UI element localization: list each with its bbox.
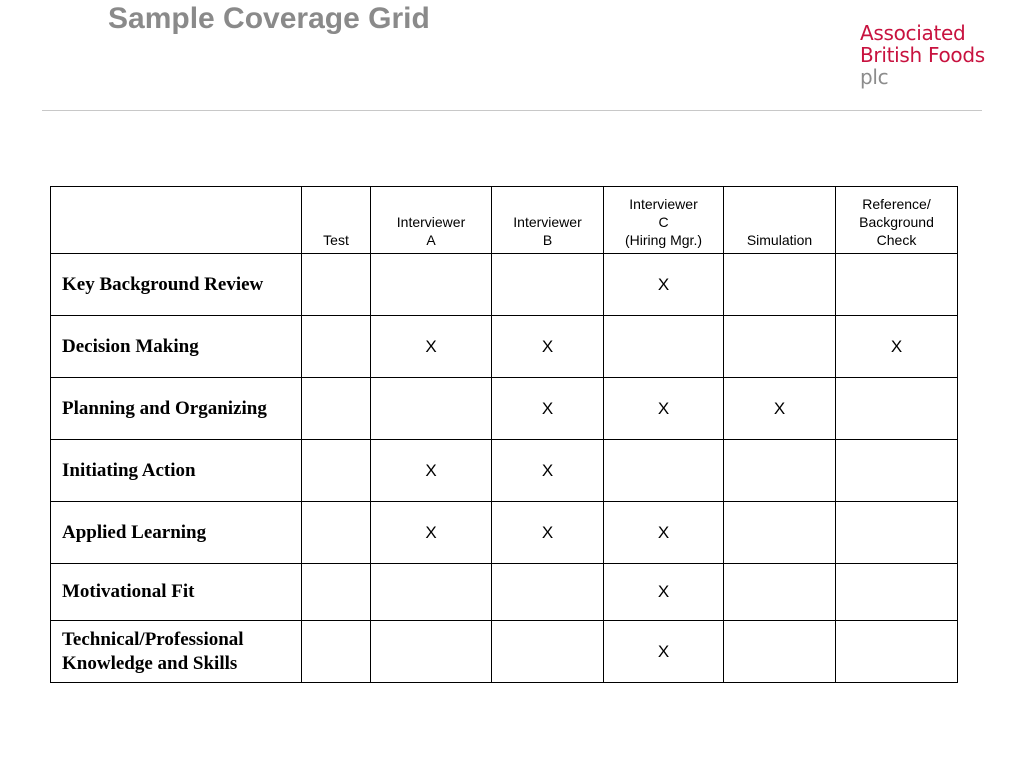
coverage-mark-cell: X — [371, 440, 492, 502]
empty-cell — [724, 621, 836, 683]
empty-cell — [492, 621, 604, 683]
empty-cell — [604, 440, 724, 502]
coverage-mark-cell: X — [604, 564, 724, 621]
empty-cell — [836, 378, 958, 440]
title-divider — [42, 110, 982, 111]
empty-cell — [724, 440, 836, 502]
coverage-mark-cell: X — [604, 378, 724, 440]
table-row — [51, 564, 958, 621]
coverage-mark-cell: X — [371, 502, 492, 564]
coverage-mark-cell: X — [492, 316, 604, 378]
logo-line-3: plc — [860, 65, 889, 89]
empty-cell — [371, 564, 492, 621]
row-label: Motivational Fit — [51, 564, 302, 621]
empty-cell — [371, 378, 492, 440]
empty-cell — [302, 440, 371, 502]
empty-cell — [724, 316, 836, 378]
coverage-mark-cell: X — [604, 621, 724, 683]
table-row — [51, 254, 958, 316]
coverage-grid-table — [50, 186, 958, 683]
table-header-row — [51, 187, 958, 254]
empty-cell — [302, 254, 371, 316]
empty-cell — [371, 621, 492, 683]
empty-cell — [302, 621, 371, 683]
empty-cell — [836, 440, 958, 502]
table-row — [51, 440, 958, 502]
logo-line-1: Associated — [860, 21, 966, 45]
row-label: Decision Making — [51, 316, 302, 378]
table-row — [51, 316, 958, 378]
coverage-mark-cell: X — [371, 316, 492, 378]
empty-cell — [302, 378, 371, 440]
header-reference-check: Reference/ Background Check — [836, 187, 958, 254]
header-interviewer-c: Interviewer C (Hiring Mgr.) — [604, 187, 724, 254]
empty-cell — [604, 316, 724, 378]
table-row — [51, 378, 958, 440]
empty-cell — [724, 502, 836, 564]
empty-cell — [302, 502, 371, 564]
coverage-mark-cell: X — [492, 502, 604, 564]
empty-cell — [371, 254, 492, 316]
coverage-mark-cell: X — [604, 254, 724, 316]
empty-cell — [492, 564, 604, 621]
page-title: Sample Coverage Grid — [108, 2, 430, 35]
empty-cell — [836, 254, 958, 316]
corner-header — [51, 187, 302, 254]
coverage-mark-cell: X — [492, 440, 604, 502]
empty-cell — [492, 254, 604, 316]
table-row — [51, 621, 958, 683]
coverage-mark-cell: X — [836, 316, 958, 378]
row-label: Technical/Professional Knowledge and Skills — [51, 621, 302, 683]
empty-cell — [302, 564, 371, 621]
coverage-mark-cell: X — [492, 378, 604, 440]
row-label: Applied Learning — [51, 502, 302, 564]
header-test: Test — [302, 187, 371, 254]
empty-cell — [302, 316, 371, 378]
table-body — [51, 254, 958, 683]
empty-cell — [836, 502, 958, 564]
row-label: Key Background Review — [51, 254, 302, 316]
header-interviewer-b: Interviewer B — [492, 187, 604, 254]
header-simulation: Simulation — [724, 187, 836, 254]
table-row — [51, 502, 958, 564]
coverage-mark-cell: X — [604, 502, 724, 564]
coverage-mark-cell: X — [724, 378, 836, 440]
company-logo — [860, 22, 985, 88]
logo-line-2: British Foods — [860, 43, 985, 67]
row-label: Planning and Organizing — [51, 378, 302, 440]
empty-cell — [724, 254, 836, 316]
empty-cell — [724, 564, 836, 621]
header-interviewer-a: Interviewer A — [371, 187, 492, 254]
row-label: Initiating Action — [51, 440, 302, 502]
empty-cell — [836, 564, 958, 621]
empty-cell — [836, 621, 958, 683]
